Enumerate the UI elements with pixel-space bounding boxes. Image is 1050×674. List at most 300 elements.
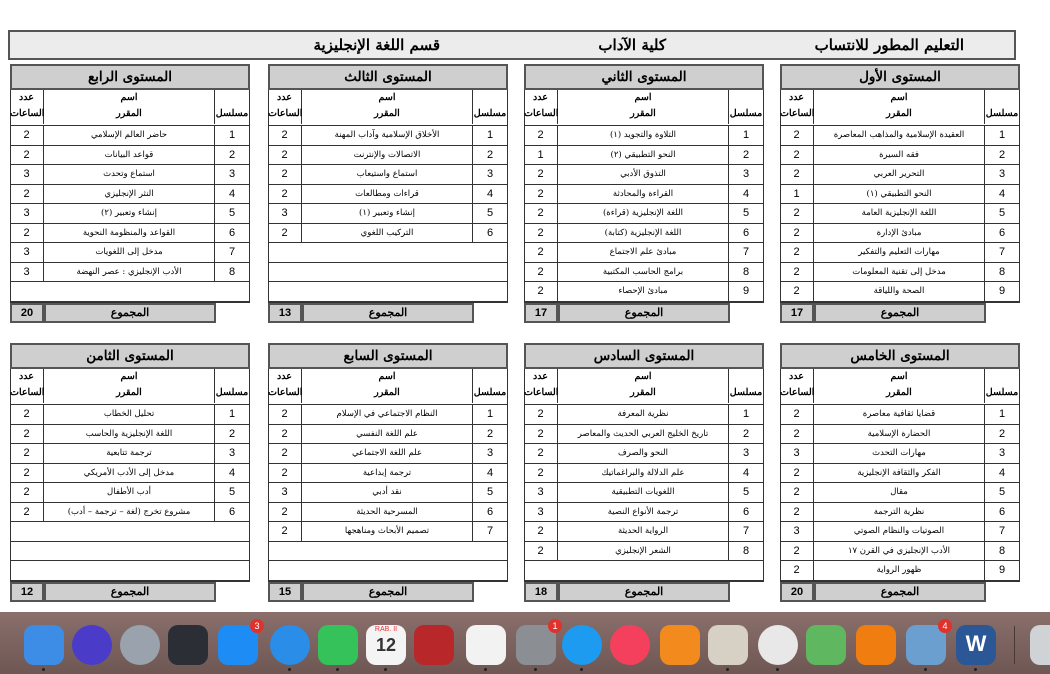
- course-name: [301, 263, 473, 282]
- table-row: [11, 561, 249, 581]
- course-hours: 3: [281, 486, 288, 498]
- course-name: مبادئ الإدارة: [813, 224, 985, 243]
- table-row: [269, 464, 507, 484]
- course-serial: 5: [742, 207, 750, 219]
- books-icon[interactable]: [660, 625, 700, 665]
- course-hours: 2: [23, 466, 30, 479]
- running-indicator: [336, 668, 339, 671]
- course-name: اللغويات التطبيقية: [557, 483, 729, 502]
- course-name: الفكر والثقافة الإنجليزية: [813, 464, 985, 483]
- course-hours: 2: [537, 447, 544, 459]
- course-name: إنشاء وتعبير (١): [301, 204, 473, 223]
- course-name: الصحة واللياقة: [813, 282, 985, 301]
- table-row: [525, 503, 763, 523]
- course-hours: 2: [281, 168, 288, 180]
- course-hours: 2: [281, 427, 288, 440]
- course-name: أدب الأطفال: [43, 483, 215, 502]
- course-hours: 2: [537, 466, 544, 479]
- course-hours: 2: [537, 525, 544, 537]
- course-hours: 3: [23, 207, 30, 219]
- course-hours: 3: [281, 207, 288, 219]
- course-hours: [10, 282, 43, 301]
- course-serial: 4: [486, 187, 494, 200]
- hours-header: عدد الساعات: [268, 371, 303, 398]
- course-serial: 5: [228, 207, 236, 219]
- table-row: [781, 243, 1019, 263]
- hours-header: عدد الساعات: [780, 92, 815, 119]
- course-hours: 2: [537, 168, 544, 180]
- course-rows: [10, 405, 250, 582]
- course-name: النظام الاجتماعي في الإسلام: [301, 405, 473, 424]
- dock-icon-label: W: [965, 631, 987, 656]
- course-serial: 4: [998, 466, 1006, 479]
- running-indicator: [580, 668, 583, 671]
- table-row: [525, 483, 763, 503]
- dock-icon-label: 12: [375, 635, 397, 655]
- course-serial: [473, 542, 507, 561]
- running-indicator: [534, 668, 537, 671]
- course-hours: [10, 542, 43, 561]
- course-hours: 2: [537, 285, 544, 297]
- course-hours: 2: [23, 408, 30, 420]
- course-serial: 9: [998, 564, 1006, 576]
- course-serial: 6: [486, 226, 494, 239]
- table-row: [11, 263, 249, 283]
- course-serial: 2: [228, 427, 236, 440]
- table-row: [525, 146, 763, 166]
- course-serial: 6: [998, 226, 1006, 239]
- word-icon[interactable]: [956, 625, 996, 665]
- running-indicator: [42, 668, 45, 671]
- notification-badge: 4: [938, 619, 952, 633]
- course-name: التحرير العربي: [813, 165, 985, 184]
- running-indicator: [484, 668, 487, 671]
- course-hours: 2: [281, 408, 288, 420]
- table-row: [781, 464, 1019, 484]
- course-name: الأخلاق الإسلامية وآداب المهنة: [301, 126, 473, 145]
- level-table: [780, 64, 1020, 323]
- system-preferences-icon[interactable]: [516, 621, 558, 665]
- course-hours: 2: [281, 505, 288, 518]
- course-name: النثر الإنجليزي: [43, 185, 215, 204]
- course-rows: [524, 126, 764, 303]
- table-row: [11, 542, 249, 562]
- course-name: [43, 522, 215, 541]
- table-row: [269, 185, 507, 205]
- course-serial: 4: [998, 187, 1006, 200]
- script-editor-icon[interactable]: [708, 625, 748, 665]
- course-name: الأدب الإنجليزي : عصر النهضة: [43, 263, 215, 282]
- course-name: إنشاء وتعبير (٢): [43, 204, 215, 223]
- course-serial: 6: [486, 505, 494, 518]
- course-hours: 2: [23, 486, 30, 498]
- course-name: الشعر الإنجليزي: [557, 542, 729, 561]
- calendar-icon[interactable]: [366, 625, 406, 665]
- table-row: [11, 224, 249, 244]
- course-hours: 1: [537, 148, 544, 161]
- course-hours: [524, 561, 557, 580]
- course-serial: 4: [742, 187, 750, 200]
- course-hours: 2: [793, 486, 800, 498]
- course-serial: 5: [486, 486, 494, 498]
- course-name: مهارات التعليم والتفكير: [813, 243, 985, 262]
- table-row: [11, 204, 249, 224]
- course-name: قواعد البيانات: [43, 146, 215, 165]
- course-serial: 4: [742, 466, 750, 479]
- total-row: [10, 303, 250, 323]
- course-serial: 9: [742, 285, 750, 297]
- course-hours: 2: [281, 129, 288, 141]
- course-serial: 6: [742, 226, 750, 239]
- table-row: [269, 522, 507, 542]
- level-title: المستوى الثاني: [524, 64, 764, 90]
- course-serial: 7: [998, 525, 1006, 537]
- course-rows: [268, 405, 508, 582]
- table-row: [11, 425, 249, 445]
- course-header: اسم المقرر: [301, 90, 473, 124]
- course-name: ظهور الرواية: [813, 561, 985, 580]
- total-label: المجموع: [814, 582, 986, 602]
- total-row: [524, 582, 764, 602]
- total-label: المجموع: [44, 303, 216, 323]
- course-hours: 2: [793, 129, 800, 141]
- course-name: استماع واستيعاب: [301, 165, 473, 184]
- course-name: مبادئ علم الاجتماع: [557, 243, 729, 262]
- photos-icon[interactable]: [466, 625, 506, 665]
- course-serial: 8: [998, 265, 1006, 278]
- table-row: [781, 282, 1019, 302]
- course-name: [301, 542, 473, 561]
- course-hours: 2: [281, 466, 288, 479]
- course-name: علم اللغة الاجتماعي: [301, 444, 473, 463]
- course-serial: 6: [228, 505, 236, 518]
- table-row: [11, 146, 249, 166]
- course-header: اسم المقرر: [557, 90, 729, 124]
- course-hours: 2: [281, 525, 288, 537]
- course-hours: 2: [23, 148, 30, 161]
- course-serial: 8: [742, 544, 750, 557]
- hours-header: عدد الساعات: [10, 92, 45, 119]
- course-hours: 2: [23, 226, 30, 239]
- course-hours: 2: [281, 447, 288, 459]
- level-title: المستوى الأول: [780, 64, 1020, 90]
- course-serial: [215, 282, 249, 301]
- table-row: [781, 185, 1019, 205]
- dock-separator: [1014, 626, 1015, 664]
- course-rows: [524, 405, 764, 582]
- total-label: المجموع: [558, 303, 730, 323]
- table-row: [11, 126, 249, 146]
- table-row: [525, 282, 763, 302]
- table-row: [11, 243, 249, 263]
- table-header: [268, 369, 508, 405]
- table-row: [525, 444, 763, 464]
- course-hours: 2: [793, 265, 800, 278]
- department-title: قسم اللغة الإنجليزية: [313, 36, 440, 54]
- course-header: اسم المقرر: [557, 369, 729, 403]
- course-hours: 3: [537, 486, 544, 498]
- total-row: [524, 303, 764, 323]
- trash-icon[interactable]: [1030, 625, 1050, 665]
- table-row: [781, 126, 1019, 146]
- course-hours: 2: [537, 226, 544, 239]
- course-hours: 2: [793, 168, 800, 180]
- table-row: [781, 425, 1019, 445]
- course-serial: 7: [228, 246, 236, 258]
- course-hours: 2: [537, 187, 544, 200]
- table-row: [269, 542, 507, 562]
- course-hours: 2: [537, 246, 544, 258]
- level-title: المستوى السادس: [524, 343, 764, 369]
- course-name: الصوتيات والنظام الصوتي: [813, 522, 985, 541]
- course-hours: [268, 561, 301, 580]
- course-name: [557, 561, 729, 580]
- table-row: [269, 444, 507, 464]
- table-header: [780, 369, 1020, 405]
- table-row: [269, 165, 507, 185]
- course-hours: 2: [793, 427, 800, 440]
- total-label: المجموع: [302, 582, 474, 602]
- course-name: ترجمة إبداعية: [301, 464, 473, 483]
- course-name: القراءة والمحادثة: [557, 185, 729, 204]
- course-header: اسم المقرر: [813, 90, 985, 124]
- running-indicator: [726, 668, 729, 671]
- course-name: مدخل إلى تقنية المعلومات: [813, 263, 985, 282]
- course-hours: 2: [793, 246, 800, 258]
- course-name: قراءات ومطالعات: [301, 185, 473, 204]
- table-row: [525, 185, 763, 205]
- course-name: [43, 282, 215, 301]
- course-hours: 3: [23, 246, 30, 258]
- course-hours: 2: [537, 408, 544, 420]
- table-row: [269, 405, 507, 425]
- total-value: 20: [780, 582, 814, 602]
- table-header: [268, 90, 508, 126]
- table-row: [781, 561, 1019, 581]
- table-row: [269, 243, 507, 263]
- course-name: اللغة الإنجليزية العامة: [813, 204, 985, 223]
- course-name: العقيدة الإسلامية والمذاهب المعاصرة: [813, 126, 985, 145]
- course-serial: 3: [998, 447, 1006, 459]
- course-serial: 6: [998, 505, 1006, 518]
- course-serial: 2: [742, 427, 750, 440]
- table-header: [524, 90, 764, 126]
- course-hours: 2: [281, 187, 288, 200]
- photo-booth-icon[interactable]: [414, 625, 454, 665]
- level-table: [268, 64, 508, 323]
- chrome-icon[interactable]: [758, 625, 798, 665]
- course-hours: 2: [537, 129, 544, 141]
- safari-icon[interactable]: [270, 625, 310, 665]
- course-hours: 2: [537, 544, 544, 557]
- course-hours: [268, 282, 301, 301]
- course-serial: 3: [486, 447, 494, 459]
- course-serial: 7: [998, 246, 1006, 258]
- table-row: [11, 185, 249, 205]
- table-row: [525, 542, 763, 562]
- table-row: [269, 146, 507, 166]
- table-row: [781, 542, 1019, 562]
- macos-dock: [0, 612, 1050, 674]
- mission-control-icon[interactable]: [168, 625, 208, 665]
- table-row: [11, 282, 249, 302]
- level-table: [268, 343, 508, 602]
- course-serial: 3: [742, 447, 750, 459]
- course-hours: 2: [281, 226, 288, 239]
- course-name: [43, 561, 215, 580]
- course-serial: [215, 542, 249, 561]
- course-hours: 2: [793, 505, 800, 518]
- table-row: [781, 405, 1019, 425]
- course-serial: 1: [486, 408, 494, 420]
- course-serial: 3: [486, 168, 494, 180]
- hours-header: عدد الساعات: [268, 92, 303, 119]
- table-row: [525, 224, 763, 244]
- serial-header: مسلسل: [985, 108, 1019, 119]
- course-header: اسم المقرر: [43, 369, 215, 403]
- level-table: [524, 343, 764, 602]
- course-serial: [215, 522, 249, 541]
- course-name: [43, 542, 215, 561]
- app-store-icon[interactable]: [218, 621, 260, 665]
- course-hours: 2: [23, 129, 30, 141]
- table-row: [525, 464, 763, 484]
- course-name: الحضارة الإسلامية: [813, 425, 985, 444]
- course-header: اسم المقرر: [43, 90, 215, 124]
- total-value: 13: [268, 303, 302, 323]
- table-row: [269, 561, 507, 581]
- course-name: الأدب الإنجليزي في القرن ١٧: [813, 542, 985, 561]
- course-name: الرواية الحديثة: [557, 522, 729, 541]
- course-serial: 8: [742, 265, 750, 278]
- total-row: [780, 303, 1020, 323]
- course-hours: 2: [23, 187, 30, 200]
- table-row: [525, 561, 763, 581]
- course-name: [301, 561, 473, 580]
- table-row: [781, 146, 1019, 166]
- course-name: مقال: [813, 483, 985, 502]
- dock-icon-label-top: RAB. II: [374, 626, 398, 633]
- course-hours: [10, 561, 43, 580]
- hours-header: عدد الساعات: [524, 92, 559, 119]
- course-name: علم اللغة النفسي: [301, 425, 473, 444]
- course-name: برامج الحاسب المكتبية: [557, 263, 729, 282]
- course-name: النحو التطبيقي (١): [813, 185, 985, 204]
- table-row: [11, 444, 249, 464]
- document-header: [8, 30, 1016, 60]
- course-hours: 2: [793, 226, 800, 239]
- course-hours: 2: [537, 265, 544, 278]
- course-serial: 3: [742, 168, 750, 180]
- course-hours: 3: [793, 447, 800, 459]
- table-row: [781, 522, 1019, 542]
- course-rows: [268, 126, 508, 303]
- course-serial: [729, 561, 763, 580]
- vlc-icon[interactable]: [856, 625, 896, 665]
- program-title: التعليم المطور للانتساب: [814, 36, 964, 54]
- twitter-icon[interactable]: [562, 625, 602, 665]
- course-serial: 2: [486, 427, 494, 440]
- facetime-icon[interactable]: [318, 625, 358, 665]
- course-serial: 5: [998, 207, 1006, 219]
- course-serial: 1: [998, 408, 1006, 420]
- table-row: [11, 522, 249, 542]
- table-row: [269, 126, 507, 146]
- course-name: القواعد والمنظومة النحوية: [43, 224, 215, 243]
- course-hours: 1: [793, 187, 800, 200]
- course-serial: 7: [742, 246, 750, 258]
- course-header: اسم المقرر: [301, 369, 473, 403]
- course-rows: [780, 126, 1020, 303]
- table-row: [11, 165, 249, 185]
- course-name: حاضر العالم الإسلامي: [43, 126, 215, 145]
- course-serial: 6: [742, 505, 750, 518]
- table-header: [10, 90, 250, 126]
- serial-header: مسلسل: [473, 108, 507, 119]
- total-label: المجموع: [44, 582, 216, 602]
- course-serial: 1: [998, 129, 1006, 141]
- course-serial: 4: [486, 466, 494, 479]
- preview-icon[interactable]: [906, 621, 948, 665]
- course-name: الاتصالات والإنترنت: [301, 146, 473, 165]
- level-title: المستوى الثالث: [268, 64, 508, 90]
- finder-icon[interactable]: [24, 625, 64, 665]
- course-hours: [10, 522, 43, 541]
- total-row: [10, 582, 250, 602]
- course-name: النحو والصرف: [557, 444, 729, 463]
- course-name: نظرية المعرفة: [557, 405, 729, 424]
- course-serial: 1: [742, 408, 750, 420]
- course-name: ترجمة الأنواع النصية: [557, 503, 729, 522]
- table-row: [269, 425, 507, 445]
- notification-badge: 1: [548, 619, 562, 633]
- course-serial: 2: [486, 148, 494, 161]
- table-row: [269, 282, 507, 302]
- course-hours: 2: [23, 427, 30, 440]
- course-name: المسرحية الحديثة: [301, 503, 473, 522]
- total-row: [268, 303, 508, 323]
- course-name: مهارات التحدث: [813, 444, 985, 463]
- launchpad-icon[interactable]: [120, 625, 160, 665]
- course-name: تاريخ الخليج العربي الحديث والمعاصر: [557, 425, 729, 444]
- running-indicator: [384, 668, 387, 671]
- course-name: النحو التطبيقي (٢): [557, 146, 729, 165]
- course-serial: 2: [998, 427, 1006, 440]
- course-name: التركيب اللغوي: [301, 224, 473, 243]
- total-label: المجموع: [814, 303, 986, 323]
- level-title: المستوى الثامن: [10, 343, 250, 369]
- course-serial: 6: [228, 226, 236, 239]
- course-serial: 2: [228, 148, 236, 161]
- siri-icon[interactable]: [72, 625, 112, 665]
- serial-header: مسلسل: [729, 387, 763, 398]
- serial-header: مسلسل: [215, 387, 249, 398]
- course-serial: 3: [228, 168, 236, 180]
- course-serial: 3: [228, 447, 236, 459]
- course-serial: 1: [228, 408, 236, 420]
- course-serial: 8: [998, 544, 1006, 557]
- course-hours: [268, 243, 301, 262]
- music-icon[interactable]: [610, 625, 650, 665]
- total-row: [268, 582, 508, 602]
- course-serial: [473, 243, 507, 262]
- level-title: المستوى الرابع: [10, 64, 250, 90]
- course-hours: [268, 542, 301, 561]
- maps-icon[interactable]: [806, 625, 846, 665]
- course-hours: 2: [537, 207, 544, 219]
- table-row: [781, 165, 1019, 185]
- table-row: [781, 204, 1019, 224]
